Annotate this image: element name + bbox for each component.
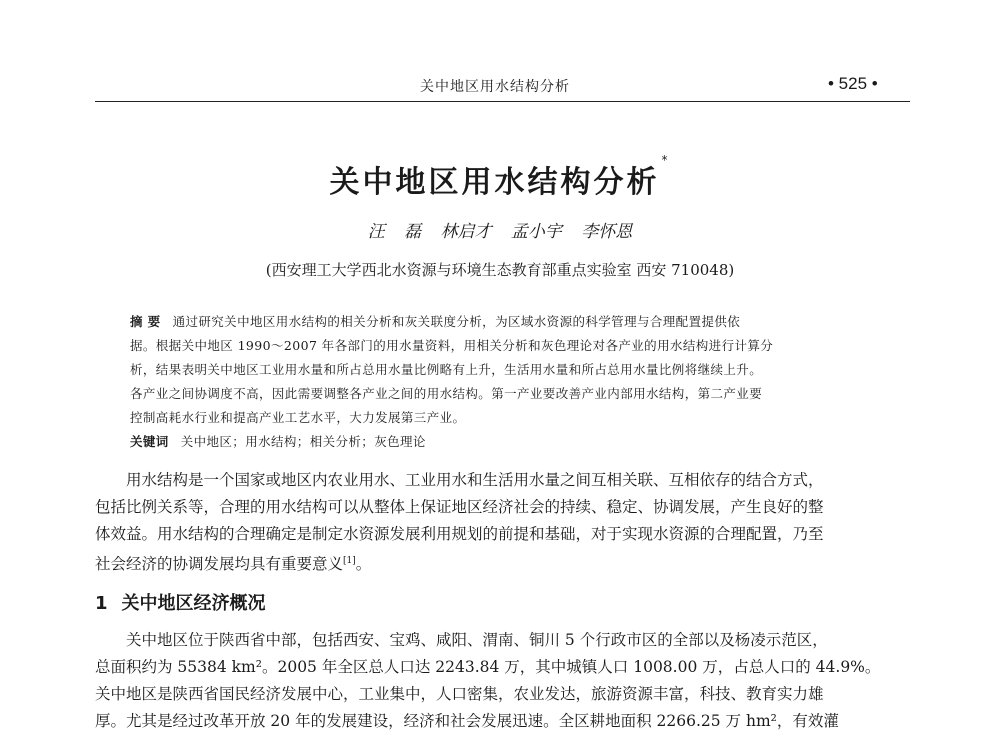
section-number: 1 — [95, 593, 108, 614]
keywords-label: 关键词 — [130, 434, 169, 449]
keywords-line — [130, 430, 890, 454]
abstract-line: 据。根据关中地区 1990～2007 年各部门的用水量资料，用相关分析和灰色理论对各产业的用水结构进行计算分 — [130, 338, 774, 353]
section-title: 关中地区经济概况 — [121, 593, 266, 614]
citation-ref: [1] — [343, 556, 356, 566]
section-line: 总面积约为 55384 km²。2005 年全区总人口达 2243.84 万，其中城镇人口 1008.00 万，占总人口的 44.9%。 — [95, 658, 881, 676]
intro-line — [95, 548, 910, 577]
intro-line: 用水结构是一个国家或地区内农业用水、工业用水和生活用水量之间互相关联、互相依存的结合方式， — [126, 471, 824, 489]
intro-line: 包括比例关系等，合理的用水结构可以从整体上保证地区经济社会的持续、稳定、协调发展，产生良好的整 — [95, 498, 824, 516]
section-line: 厚。尤其是经过改革开放 20 年的发展建设，经济和社会发展迅速。全区耕地面积 2266.25 万 hm²，有效灌 — [95, 712, 839, 730]
keywords-text: 关中地区；用水结构；相关分析；灰色理论 — [180, 434, 426, 449]
intro-line: 体效益。用水结构的合理确定是制定水资源发展利用规划的前提和基础，对于实现水资源的合理配置，乃至 — [95, 525, 824, 543]
abstract-line: 析，结果表明关中地区工业用水量和所占总用水量比例略有上升，生活用水量和所占总用水量比例将继续上升。 — [130, 362, 763, 377]
abstract-line: 各产业之间协调度不高，因此需要调整各产业之间的用水结构。第一产业要改善产业内部用水结构，第二产业要 — [130, 386, 763, 401]
intro-end: 。 — [355, 555, 372, 574]
running-head: 关中地区用水结构分析 — [420, 79, 570, 95]
abstract-text: 通过研究关中地区用水结构的相关分析和灰关联度分析，为区域水资源的科学管理与合理配置提供依 — [172, 314, 741, 329]
section-line: 关中地区位于陕西省中部，包括西安、宝鸡、咸阳、渭南、铜川 5 个行政市区的全部以及杨凌示范区， — [126, 631, 828, 649]
abstract-line — [130, 310, 890, 334]
article-title-text: 关中地区用水结构分析 — [329, 165, 660, 200]
authors: 汪 磊 林启才 孟小宇 李怀恩 — [367, 222, 633, 242]
title-footnote-mark: * — [661, 153, 671, 167]
affiliation: (西安理工大学西北水资源与环境生态教育部重点实验室 西安 710048) — [265, 261, 735, 279]
section-heading — [95, 589, 266, 615]
abstract-label: 摘 要 — [130, 314, 161, 329]
header-rule — [95, 101, 910, 102]
page-number: • 525 • — [828, 74, 878, 93]
abstract-line: 控制高耗水行业和提高产业工艺水平，大力发展第三产业。 — [130, 410, 466, 425]
section-line: 关中地区是陕西省国民经济发展中心，工业集中，人口密集，农业发达，旅游资源丰富，科技、教育实力雄 — [95, 685, 824, 703]
intro-text: 社会经济的协调发展均具有重要意义 — [95, 555, 344, 574]
article-title — [0, 153, 1000, 201]
